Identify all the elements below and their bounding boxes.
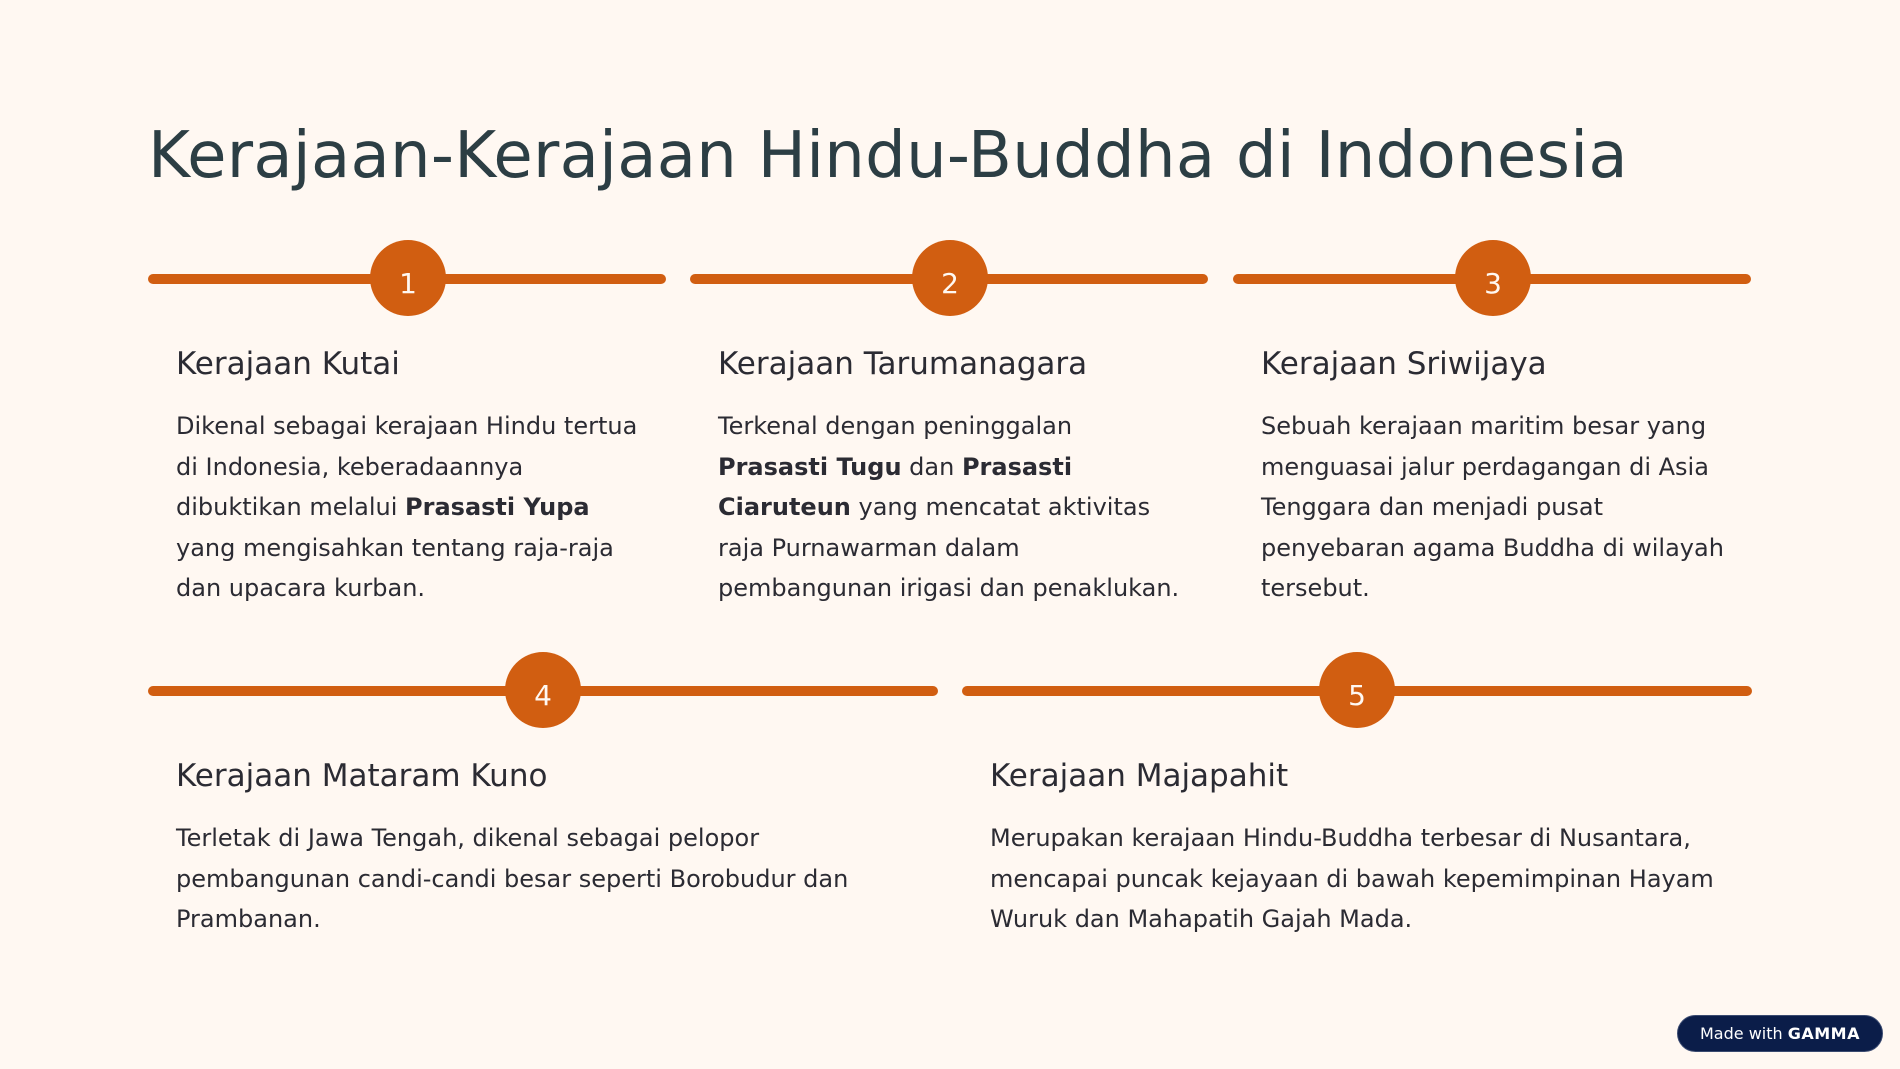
- item-title: Kerajaan Kutai: [176, 346, 400, 382]
- text-segment: Terkenal dengan peninggalan: [718, 412, 1073, 440]
- step-number: 2: [912, 240, 988, 316]
- text-segment: Terletak di Jawa Tengah, dikenal sebagai pelopor pembangunan candi-candi besar seperti Borobudur dan Prambanan.: [176, 824, 849, 933]
- item-title: Kerajaan Majapahit: [990, 758, 1289, 794]
- step-number: 4: [505, 652, 581, 728]
- item-title: Kerajaan Tarumanagara: [718, 346, 1088, 382]
- text-segment: yang mencatat aktivitas raja Purnawarman dalam pembangunan irigasi dan penaklukan.: [718, 493, 1180, 602]
- bold-text: Prasasti Ciaruteun: [718, 452, 1073, 521]
- item-description: [176, 406, 646, 609]
- item-title: Kerajaan Sriwijaya: [1261, 346, 1547, 382]
- item-description: [718, 406, 1188, 609]
- step-number: 5: [1319, 652, 1395, 728]
- page-title: Kerajaan-Kerajaan Hindu-Buddha di Indonesia: [148, 119, 1628, 193]
- made-with-gamma-badge[interactable]: [1677, 1015, 1883, 1052]
- bold-text: Prasasti Yupa: [405, 493, 590, 521]
- text-segment: yang mengisahkan tentang raja-raja dan upacara kurban.: [176, 533, 614, 602]
- text-segment: Dikenal sebagai kerajaan Hindu tertua di Indonesia, keberadaannya dibuktikan melalui: [176, 412, 638, 521]
- step-number: 3: [1455, 240, 1531, 316]
- text-segment: Merupakan kerajaan Hindu-Buddha terbesar di Nusantara, mencapai puncak kejayaan di bawah kepemimpinan Hayam Wuruk dan Mahapatih Gajah Mada.: [990, 824, 1714, 933]
- item-description: [1261, 406, 1731, 609]
- item-title: Kerajaan Mataram Kuno: [176, 758, 548, 794]
- gamma-logo: GAMMA: [1787, 1024, 1860, 1043]
- bold-text: Prasasti Tugu: [718, 452, 902, 481]
- item-description: [990, 818, 1730, 940]
- text-segment: Sebuah kerajaan maritim besar yang menguasai jalur perdagangan di Asia Tenggara dan menjadi pusat penyebaran agama Buddha di wilayah tersebut.: [1261, 412, 1724, 602]
- step-number: 1: [370, 240, 446, 316]
- item-description: [176, 818, 916, 940]
- text-segment: dan: [901, 452, 962, 481]
- badge-prefix: Made with: [1700, 1024, 1788, 1043]
